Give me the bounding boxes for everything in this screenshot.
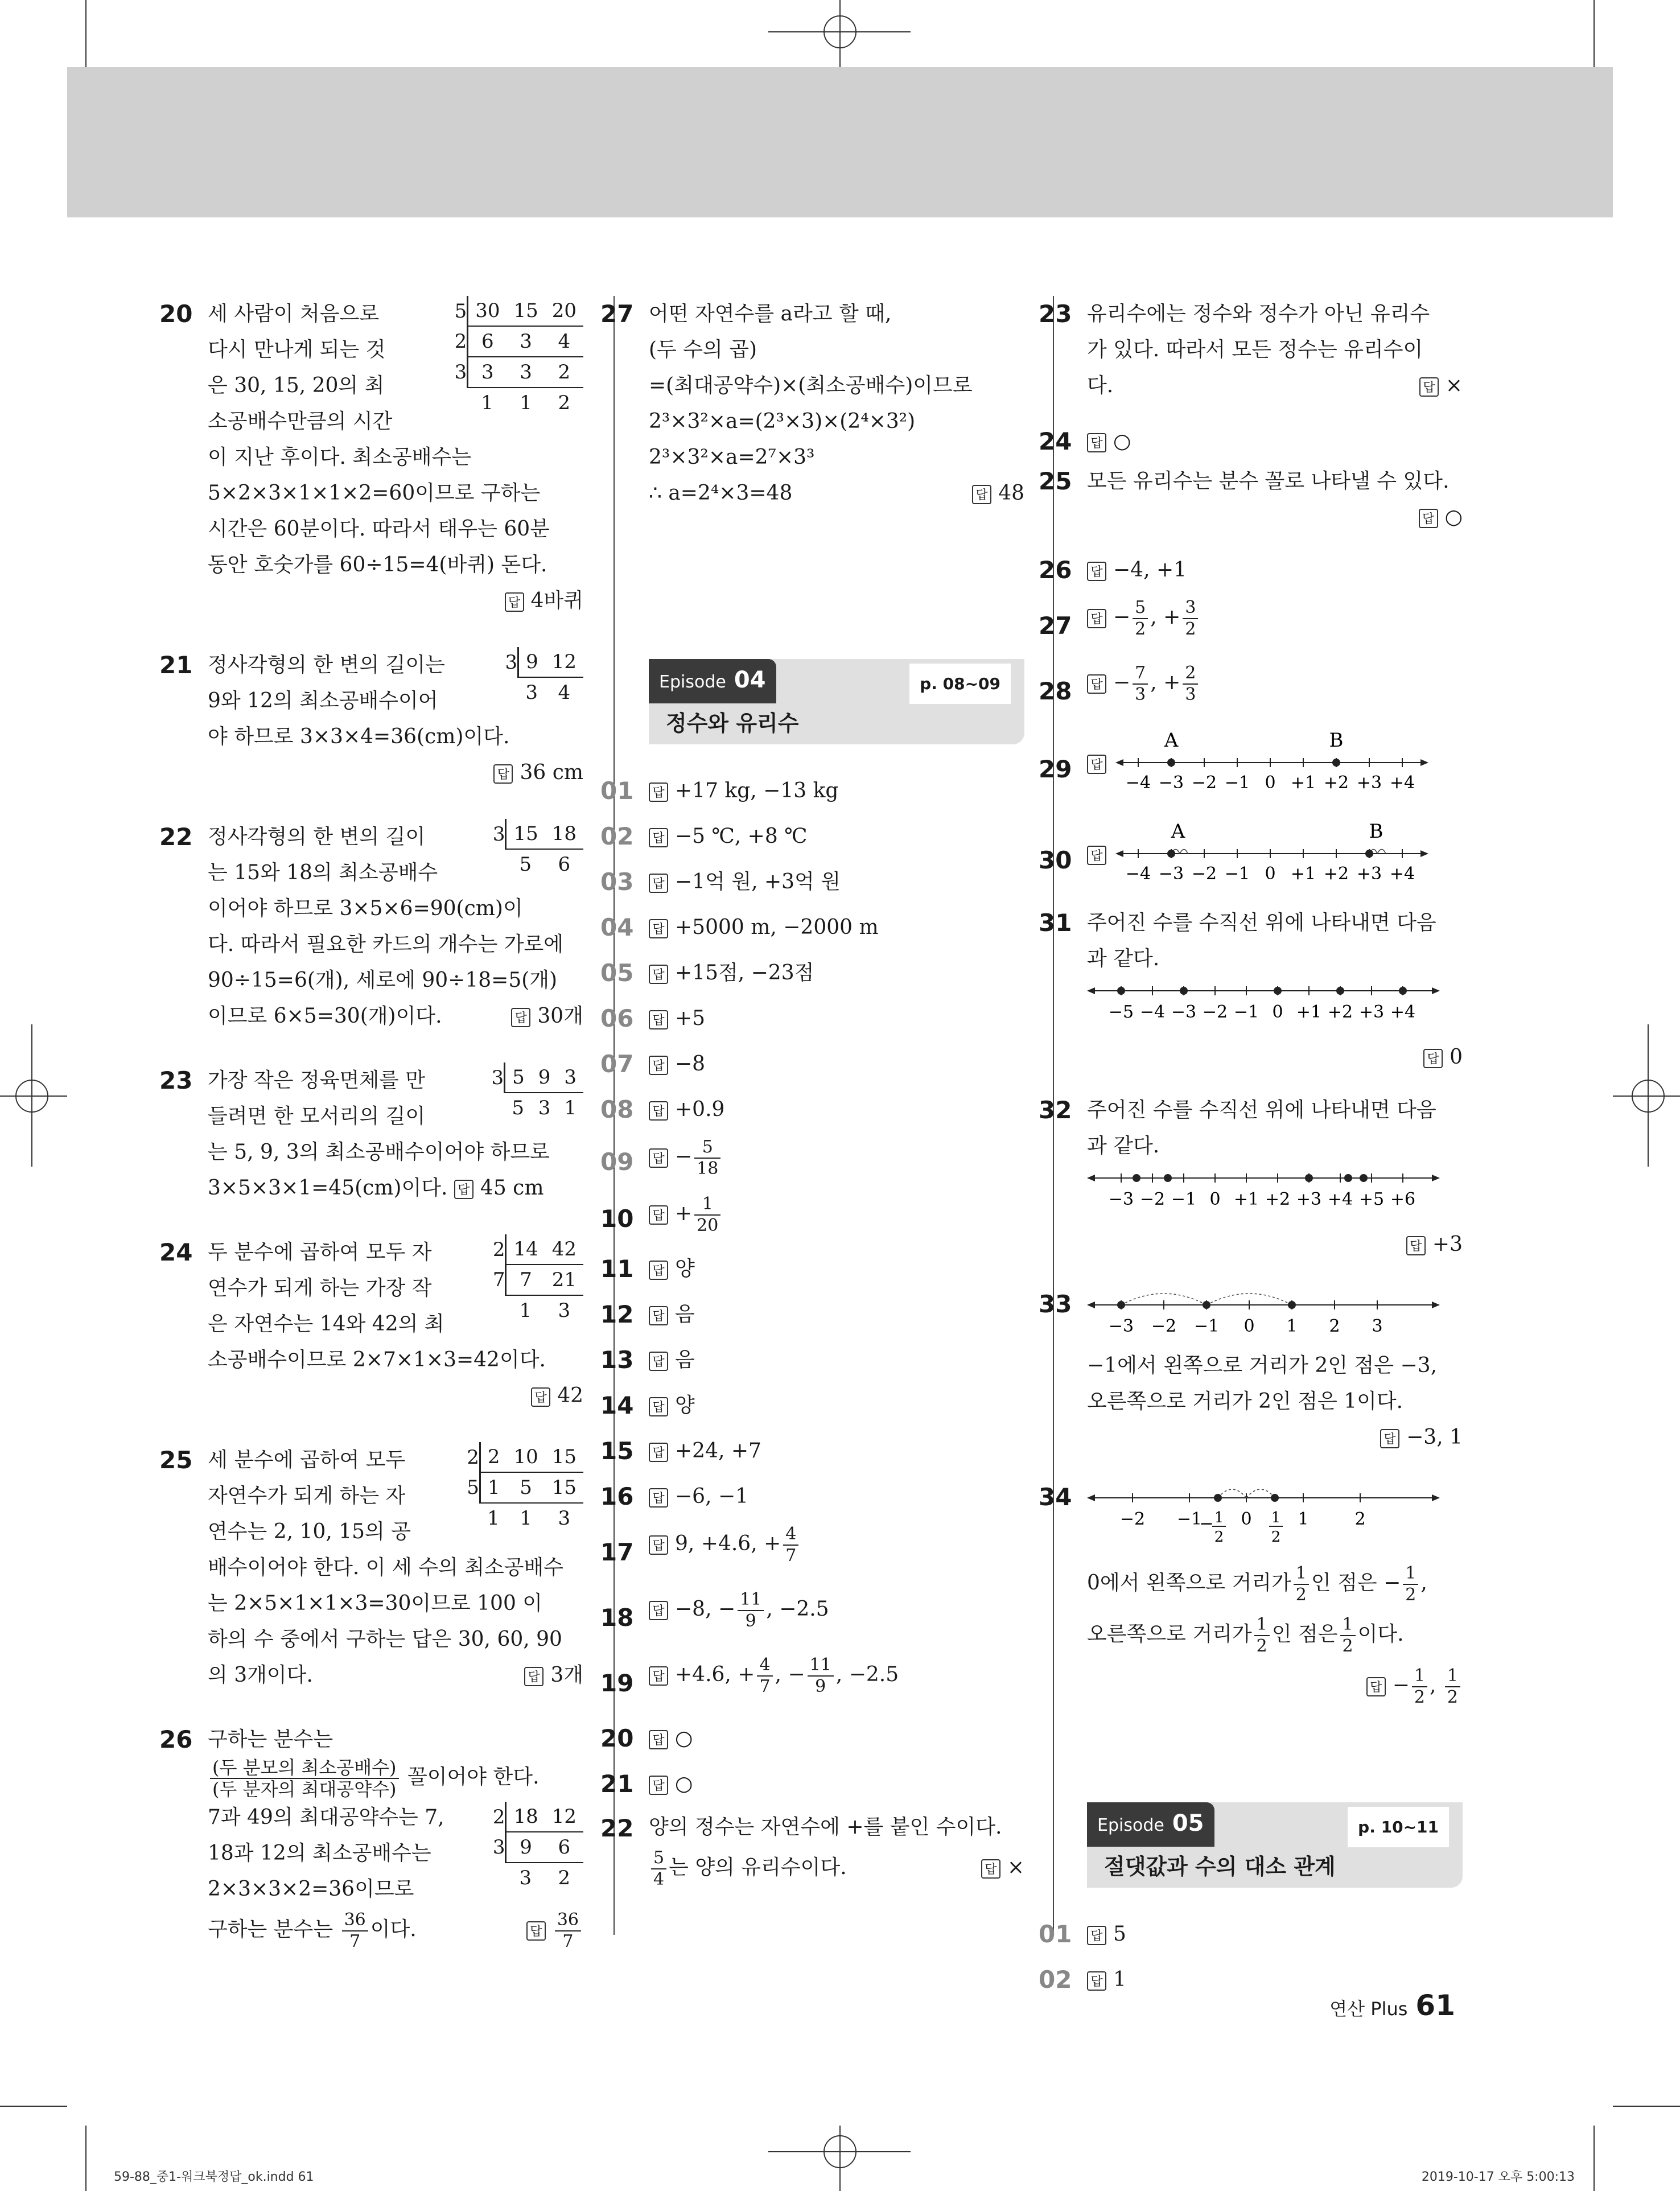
text-line: 오른쪽으로 거리가 $\frac{1}{2}$ 인 점은 $\frac{1}{2}$ 이다. — [1087, 1615, 1404, 1656]
svg-text:−4: −4 — [1139, 1002, 1166, 1022]
text-line: 2³×3²×a=2⁷×3³ — [649, 446, 815, 469]
answer-mark-icon: 답 — [454, 1180, 473, 1199]
svg-text:A: A — [1164, 729, 1179, 752]
svg-text:−1: −1 — [1176, 1509, 1203, 1529]
problem-22 — [159, 819, 583, 1034]
svg-text:0: 0 — [1243, 1316, 1255, 1336]
problem-25c: 25 모든 유리수는 분수 꼴로 나타낼 수 있다. 답 ○ — [1087, 463, 1463, 535]
answer-mark-icon: 답 — [649, 1056, 668, 1075]
fraction: $\frac{\text{(두 분모의 최소공배수)}}{\text{(두 분자의 최대공약수)}}$ — [210, 1757, 399, 1799]
svg-text:−2: −2 — [1202, 1002, 1228, 1022]
problem-20 — [159, 296, 583, 619]
episode-tag: Episode 05 — [1087, 1802, 1214, 1847]
svg-text:+1: +1 — [1290, 864, 1316, 884]
svg-text:−: − — [1199, 1514, 1214, 1534]
answer-mark-icon: 답 — [649, 828, 668, 847]
item: 11 답 양 — [600, 1255, 695, 1283]
problem-31: 31 주어진 수를 수직선 위에 나타내면 다음 과 같다. −5 −4 −3 −2 −1 0 +1 +2 +3 +4 답 0 — [1087, 905, 1463, 1075]
text-line: 정사각형의 한 변의 길이는 — [208, 653, 445, 677]
answer: 답 42 — [208, 1378, 583, 1414]
problem-number: 24 — [159, 1238, 193, 1266]
text-line: 의 3개이다. 답 3개 — [208, 1663, 583, 1687]
svg-text:+1: +1 — [1233, 1189, 1259, 1209]
text-line: 주어진 수를 수직선 위에 나타내면 다음 — [1087, 911, 1436, 934]
point-b — [1365, 850, 1373, 858]
svg-text:1: 1 — [1271, 1509, 1281, 1526]
text-line: 과 같다. — [1087, 1134, 1160, 1158]
svg-text:+4: +4 — [1389, 864, 1415, 884]
svg-text:−5: −5 — [1108, 1002, 1134, 1022]
text-line: 양의 정수는 자연수에 +를 붙인 수이다. — [649, 1815, 1002, 1839]
text-line: 다시 만나게 되는 것 — [208, 338, 386, 361]
svg-text:2: 2 — [1354, 1509, 1366, 1529]
fraction: $\frac{2}{3}$ — [1183, 663, 1198, 705]
answer-mark-icon: 답 — [649, 782, 668, 802]
answer-mark-icon: 답 — [649, 1261, 668, 1280]
text-line: 야 하므로 3×3×4=36(cm)이다. — [208, 725, 510, 748]
ladder-division: 2 18 12 3 9 6 3 2 — [493, 1802, 583, 1893]
text-line: 세 분수에 곱하여 모두 — [208, 1448, 406, 1472]
answer-mark-icon: 답 — [1087, 1971, 1106, 1991]
answer: 답 4바퀴 — [208, 583, 583, 619]
answer-mark-icon: 답 — [511, 1008, 530, 1027]
text-line: 90÷15=6(개), 세로에 90÷18=5(개) — [208, 969, 558, 992]
svg-text:−2: −2 — [1151, 1316, 1177, 1336]
page-footer: 연산 Plus 61 — [1329, 1989, 1455, 2022]
text-line: 들려면 한 모서리의 길이 — [208, 1105, 426, 1128]
text-line: 유리수에는 정수와 정수가 아닌 유리수 — [1087, 302, 1430, 326]
text-line: 이므로 6×5=30(개)이다. 답 30개 — [208, 1004, 583, 1028]
ladder-division: 5 30 15 20 2 6 3 4 3 3 3 2 1 1 2 — [455, 296, 583, 418]
text-line: 모든 유리수는 분수 꼴로 나타낼 수 있다. — [1087, 470, 1450, 493]
svg-text:−1: −1 — [1224, 773, 1250, 793]
item: 18 답 −8, − $\frac{11}{9}$ , −2.5 — [600, 1589, 829, 1632]
fraction: $\frac{3}{2}$ — [1183, 598, 1198, 640]
text-line: 는 5, 9, 3의 최소공배수이어야 하므로 — [208, 1140, 550, 1164]
problem-34: 34 −2 −1 0 1 2 − 1 2 1 2 0에서 왼쪽으로 거리가 $\frac{1}{2}$ 인 점은 − $\frac{1}{2}$ , 오른쪽으로 거리가 $\frac{1}{2}$ 인 점은 $\frac{1}{2}$ 이다. 답 − $\frac{1}{2}$ , $\frac{1}{2}$ — [1087, 1472, 1463, 1711]
answer: 답 +3 — [1087, 1226, 1463, 1262]
answer-mark-icon: 답 — [649, 919, 668, 938]
text-line: (두 수의 곱) — [649, 338, 757, 361]
svg-text:+6: +6 — [1390, 1189, 1416, 1209]
answer-mark-icon: 답 — [1087, 609, 1106, 628]
answer-mark-icon: 답 — [649, 1666, 668, 1686]
svg-text:B: B — [1329, 729, 1344, 752]
answer-mark-icon: 답 — [526, 1921, 546, 1941]
answer-mark-icon: 답 — [1406, 1236, 1426, 1255]
print-slug-file: 59-88_중1-워크북정답_ok.indd 61 — [114, 2170, 314, 2184]
number-line — [1087, 1279, 1440, 1336]
answer-mark-icon: 답 — [1366, 1677, 1386, 1696]
fraction: $\frac{1}{2}$ — [1340, 1615, 1356, 1657]
problem-26 — [159, 1722, 583, 1953]
text-line: $\frac{5}{4}$ 는 양의 유리수이다. 답 × — [649, 1845, 1024, 1891]
text-line: 은 30, 15, 20의 최 — [208, 374, 385, 397]
svg-text:1: 1 — [1298, 1509, 1309, 1529]
text-line: 세 사람이 처음으로 — [208, 302, 380, 326]
item: 21 답 ○ — [600, 1770, 693, 1798]
text-line: =(최대공약수)×(최소공배수)이므로 — [649, 374, 973, 397]
svg-text:1: 1 — [1286, 1316, 1298, 1336]
text-line: 동안 호숫가를 60÷15=4(바퀴) 돈다. — [208, 553, 547, 576]
fraction: $\frac{11}{9}$ — [808, 1655, 834, 1697]
svg-text:−2: −2 — [1191, 864, 1217, 884]
item: 02 답 1 — [1039, 1966, 1126, 1994]
item: 07 답 −8 — [600, 1050, 706, 1078]
answer-mark-icon: 답 — [649, 1535, 668, 1555]
text-line: 과 같다. — [1087, 947, 1160, 970]
svg-text:+3: +3 — [1296, 1189, 1322, 1209]
problem-30: 30 답 A B −4 −3 −2 −1 0 +1 +2 +3 +4 — [1087, 814, 1463, 905]
page-number: 61 — [1415, 1989, 1455, 2022]
text-line: 두 분수에 곱하여 모두 자 — [208, 1241, 432, 1264]
svg-text:+5: +5 — [1358, 1189, 1385, 1209]
svg-text:3: 3 — [1372, 1316, 1383, 1336]
item: 09 답 − $\frac{5}{18}$ — [649, 1131, 1024, 1188]
item: 01 답 +17 kg, −13 kg — [600, 777, 839, 805]
number-line — [1087, 1472, 1440, 1546]
header-banner — [67, 67, 1613, 217]
text-line: 5×2×3×1×1×2=60이므로 구하는 — [208, 481, 541, 505]
answer: 3개 — [550, 1663, 583, 1687]
item: 24 답 ○ — [1039, 427, 1131, 455]
answer-mark-icon: 답 — [1380, 1429, 1399, 1448]
answer: 답 ○ — [1087, 499, 1463, 535]
number-line — [1115, 814, 1434, 899]
text-line: 소공배수만큼의 시간 — [208, 410, 393, 433]
answer: × — [1445, 374, 1463, 397]
item: 15 답 +24, +7 — [600, 1437, 761, 1465]
item: 20 답 ○ — [600, 1724, 693, 1752]
answer-mark-icon: 답 — [649, 1488, 668, 1508]
svg-text:2: 2 — [1329, 1316, 1340, 1336]
text-line: 다. 답 × — [1087, 374, 1463, 397]
answer: 45 cm — [480, 1176, 544, 1200]
column-left — [159, 296, 583, 1981]
text-line: 주어진 수를 수직선 위에 나타내면 다음 — [1087, 1098, 1436, 1122]
problem-29: 29 답 A B −4 −3 −2 −1 0 +1 +2 +3 +4 — [1087, 723, 1463, 814]
svg-text:+2: +2 — [1323, 773, 1349, 793]
answer-mark-icon: 답 — [1419, 509, 1438, 528]
episode-pages: p. 10~11 — [1348, 1807, 1449, 1847]
problem-number: 21 — [159, 651, 193, 679]
fraction: $\frac{1}{20}$ — [694, 1194, 720, 1236]
answer: 답 36 cm — [208, 755, 583, 790]
text-line: 하의 수 중에서 구하는 답은 30, 60, 90 — [208, 1628, 562, 1651]
item: 01 답 5 — [1039, 1920, 1126, 1948]
answer-mark-icon: 답 — [649, 1352, 668, 1371]
answer-mark-icon: 답 — [1419, 377, 1439, 397]
answer-mark-icon: 답 — [981, 1859, 1000, 1879]
fraction: $\frac{1}{2}$ — [1445, 1666, 1460, 1708]
svg-text:0: 0 — [1209, 1189, 1221, 1209]
svg-text:−1: −1 — [1193, 1316, 1220, 1336]
problem-number: 26 — [159, 1725, 193, 1753]
number-line — [1087, 1164, 1440, 1215]
problem-33: 33 −3 −2 −1 0 1 2 3 −1에서 왼쪽으로 거리가 2인 점은 −3, 오른쪽으로 거리가 2인 점은 1이다. 답 −3, 1 — [1087, 1279, 1463, 1455]
svg-text:0: 0 — [1265, 864, 1276, 884]
svg-text:−4: −4 — [1125, 773, 1151, 793]
problem-23 — [159, 1062, 583, 1206]
number-line — [1087, 977, 1440, 1028]
text-line: 오른쪽으로 거리가 2인 점은 1이다. — [1087, 1390, 1403, 1413]
episode-tag: Episode 04 — [649, 659, 776, 703]
svg-text:−2: −2 — [1119, 1509, 1146, 1529]
item: 05 답 +15점, −23점 — [600, 959, 814, 987]
fraction: $\frac{5}{4}$ — [651, 1848, 666, 1890]
fraction: $\frac{36}{7}$ — [342, 1910, 368, 1952]
point-a — [1167, 850, 1175, 858]
text-line: 어떤 자연수를 a라고 할 때, — [649, 302, 892, 326]
svg-text:−3: −3 — [1158, 864, 1184, 884]
fraction: $\frac{11}{9}$ — [738, 1589, 764, 1632]
answer: 30개 — [537, 1004, 583, 1028]
svg-text:+2: +2 — [1265, 1189, 1291, 1209]
column-right — [1039, 296, 1463, 2001]
fraction: $\frac{1}{2}$ — [1412, 1666, 1427, 1708]
answer-mark-icon: 답 — [649, 1397, 668, 1416]
text-line: 구하는 분수는 $\frac{36}{7}$ 이다. 답 $\frac{36}{7}$ — [208, 1907, 583, 1953]
ladder-division: 2 14 42 7 7 21 1 3 — [493, 1234, 583, 1325]
text-line: 3×5×3×1=45(cm)이다. 답 45 cm — [208, 1176, 544, 1200]
text-line: 구하는 분수는 — [208, 1728, 333, 1751]
item: 26 답 −4, +1 — [1039, 556, 1187, 584]
text-line: ∴ a=2⁴×3=48 답 48 — [649, 481, 1024, 505]
text-line: 18과 12의 최소공배수는 — [208, 1842, 431, 1865]
item: 27 답 − $\frac{5}{2}$ , + $\frac{3}{2}$ — [1087, 592, 1463, 657]
problem-27 — [600, 296, 1024, 511]
problem-number: 27 — [600, 300, 634, 328]
episode-05-header — [1087, 1802, 1463, 1888]
answer-mark-icon: 답 — [505, 592, 524, 612]
answer-mark-icon: 답 — [1087, 433, 1106, 452]
answer-mark-icon: 답 — [972, 485, 991, 504]
answer-mark-icon: 답 — [1087, 1926, 1106, 1945]
answer-mark-icon: 답 — [649, 1730, 668, 1749]
problem-24 — [159, 1234, 583, 1414]
problem-number: 23 — [159, 1066, 193, 1094]
answer-mark-icon: 답 — [649, 1601, 668, 1620]
item: 12 답 음 — [600, 1300, 695, 1328]
fraction: $\frac{1}{2}$ — [1254, 1615, 1270, 1657]
registration-mark-top — [822, 14, 858, 50]
answer: × — [1007, 1856, 1024, 1879]
item: 16 답 −6, −1 — [600, 1482, 749, 1510]
answer-mark-icon: 답 — [649, 1148, 668, 1168]
answer-mark-icon: 답 — [649, 1101, 668, 1121]
svg-text:−3: −3 — [1158, 773, 1184, 793]
item: 14 답 양 — [600, 1391, 695, 1419]
answer-mark-icon: 답 — [1087, 562, 1106, 581]
answer: 48 — [998, 481, 1024, 505]
episode-title: 절댓값과 수의 대소 관계 — [1104, 1854, 1336, 1879]
problem-25 — [159, 1442, 583, 1693]
print-slug-date: 2019-10-17 오후 5:00:13 — [1421, 2170, 1575, 2184]
text-line: 연수는 2, 10, 15의 공 — [208, 1520, 411, 1543]
problem-23c: 23 유리수에는 정수와 정수가 아닌 유리수 가 있다. 따라서 모든 정수는 유리수이 다. 답 × — [1087, 296, 1463, 403]
svg-text:2: 2 — [1271, 1529, 1281, 1546]
text-line: 정사각형의 한 변의 길이 — [208, 825, 426, 849]
svg-text:−1: −1 — [1233, 1002, 1259, 1022]
answer-mark-icon: 답 — [649, 874, 668, 893]
svg-text:+3: +3 — [1356, 773, 1382, 793]
registration-mark-left — [14, 1078, 50, 1114]
answer-mark-icon: 답 — [649, 1010, 668, 1029]
fraction: $\frac{4}{7}$ — [757, 1655, 772, 1697]
ladder-division: 3 5 9 3 5 3 1 — [491, 1062, 583, 1123]
svg-text:2: 2 — [1214, 1529, 1224, 1546]
answer-mark-icon: 답 — [1087, 755, 1106, 774]
point-b — [1332, 759, 1340, 767]
text-line: 2×3×3×2=36이므로 — [208, 1877, 414, 1901]
fraction: $\frac{1}{2}$ — [1403, 1563, 1418, 1605]
answer-mark-icon: 답 — [1087, 674, 1106, 694]
svg-text:+4: +4 — [1327, 1189, 1353, 1209]
item: 04 답 +5000 m, −2000 m — [600, 913, 879, 941]
answer-mark-icon: 답 — [649, 1776, 668, 1795]
text-line: 가장 작은 정육면체를 만 — [208, 1069, 426, 1092]
problem-number: 25 — [159, 1446, 193, 1474]
text-line: 는 2×5×1×1×3=30이므로 100 이 — [208, 1592, 543, 1615]
svg-text:0: 0 — [1265, 773, 1276, 793]
ladder-division: 3 15 18 5 6 — [493, 819, 583, 879]
registration-mark-right — [1630, 1078, 1666, 1114]
problem-21 — [159, 647, 583, 790]
svg-text:−3: −3 — [1108, 1189, 1134, 1209]
text-line: 다. 따라서 필요한 카드의 개수는 가로에 — [208, 933, 564, 956]
answer: 답 − $\frac{1}{2}$ , $\frac{1}{2}$ — [1087, 1660, 1463, 1711]
item: 13 답 음 — [600, 1346, 695, 1374]
svg-text:B: B — [1369, 820, 1383, 843]
svg-text:A: A — [1171, 820, 1185, 843]
text-line: 9와 12의 최소공배수이어 — [208, 689, 438, 713]
svg-text:+3: +3 — [1358, 1002, 1385, 1022]
text-line: 는 15와 18의 최소공배수 — [208, 861, 438, 884]
svg-text:+3: +3 — [1356, 864, 1382, 884]
svg-text:−3: −3 — [1171, 1002, 1197, 1022]
text-line: 이어야 하므로 3×5×6=90(cm)이 — [208, 897, 523, 920]
svg-text:+4: +4 — [1390, 1002, 1416, 1022]
svg-text:−2: −2 — [1139, 1189, 1166, 1209]
svg-text:+1: +1 — [1296, 1002, 1322, 1022]
fraction: $\frac{1}{2}$ — [1294, 1563, 1309, 1605]
text-line: 가 있다. 따라서 모든 정수는 유리수이 — [1087, 338, 1423, 361]
column-middle — [600, 296, 1024, 1919]
answer-mark-icon: 답 — [1087, 846, 1106, 865]
answer: 답 0 — [1087, 1039, 1463, 1075]
item: 17 답 9, +4.6, + $\frac{4}{7}$ — [649, 1518, 1024, 1584]
episode-04-header — [649, 659, 1024, 744]
text-line: 배수이어야 한다. 이 세 수의 최소공배수 — [208, 1556, 564, 1579]
fraction: $\frac{5}{18}$ — [694, 1137, 720, 1179]
answer: 답 −3, 1 — [1087, 1419, 1463, 1455]
item: 19 답 +4.6, + $\frac{4}{7}$ , − $\frac{11}{9}$ , −2.5 — [600, 1655, 899, 1697]
svg-text:−1: −1 — [1171, 1189, 1197, 1209]
svg-text:−2: −2 — [1191, 773, 1217, 793]
answer-mark-icon: 답 — [649, 1443, 668, 1462]
text-line: 0에서 왼쪽으로 거리가 $\frac{1}{2}$ 인 점은 − $\frac{1}{2}$ , — [1087, 1563, 1427, 1605]
text-line: 2³×3²×a=(2³×3)×(2⁴×3²) — [649, 410, 916, 433]
fraction: $\frac{4}{7}$ — [783, 1524, 798, 1566]
answer-mark-icon: 답 — [524, 1667, 543, 1686]
text-line: 연수가 되게 하는 가장 작 — [208, 1276, 432, 1300]
text-line: 자연수가 되게 하는 자 — [208, 1484, 406, 1508]
answer-mark-icon: 답 — [531, 1387, 550, 1407]
svg-text:0: 0 — [1241, 1509, 1252, 1529]
item: 03 답 −1억 원, +3억 원 — [600, 868, 841, 896]
ladder-division: 2 2 10 15 5 1 5 15 1 1 3 — [467, 1442, 583, 1533]
answer-mark-icon: 답 — [493, 764, 513, 784]
text-line: 은 자연수는 14와 42의 최 — [208, 1312, 444, 1336]
item: 08 답 +0.9 — [600, 1096, 725, 1123]
number-line — [1115, 723, 1434, 808]
problem-22b: 22 양의 정수는 자연수에 +를 붙인 수이다. $\frac{5}{4}$ 는 양의 유리수이다. 답 × — [649, 1809, 1024, 1891]
fraction: $\frac{5}{2}$ — [1133, 598, 1148, 640]
text-line: 시간은 60분이다. 따라서 태우는 60분 — [208, 517, 550, 541]
text-line: 7과 49의 최대공약수는 7, — [208, 1806, 444, 1829]
ladder-division: 3 9 12 3 4 — [505, 647, 583, 707]
text-line: 소공배수이므로 2×7×1×3=42이다. — [208, 1348, 546, 1372]
problem-32: 32 주어진 수를 수직선 위에 나타내면 다음 과 같다. −3 −2 −1 0 +1 +2 +3 +4 +5 +6 답 +3 — [1087, 1092, 1463, 1262]
svg-text:+4: +4 — [1389, 773, 1415, 793]
svg-text:+2: +2 — [1323, 864, 1349, 884]
answer-mark-icon: 답 — [1423, 1049, 1443, 1068]
svg-text:−3: −3 — [1108, 1316, 1134, 1336]
registration-mark-bottom — [822, 2134, 858, 2169]
item: 10 답 + $\frac{1}{20}$ — [649, 1188, 1024, 1245]
item: 28 답 − $\frac{7}{3}$ , + $\frac{2}{3}$ — [1087, 657, 1463, 723]
answer-mark-icon: 답 — [649, 1205, 668, 1225]
text-line: −1에서 왼쪽으로 거리가 2인 점은 −3, — [1087, 1354, 1438, 1377]
svg-text:−4: −4 — [1125, 864, 1151, 884]
answer-fraction: $\frac{36}{7}$ — [555, 1910, 581, 1952]
fraction: $\frac{7}{3}$ — [1133, 663, 1148, 705]
item: 02 답 −5 ℃, +8 ℃ — [600, 822, 808, 850]
episode-pages: p. 08~09 — [909, 664, 1011, 704]
svg-text:+2: +2 — [1327, 1002, 1353, 1022]
problem-number: 20 — [159, 300, 193, 328]
svg-text:1: 1 — [1214, 1509, 1224, 1526]
svg-text:−1: −1 — [1224, 864, 1250, 884]
episode-title: 정수와 유리수 — [666, 711, 799, 736]
svg-text:0: 0 — [1272, 1002, 1283, 1022]
svg-text:+1: +1 — [1290, 773, 1316, 793]
answer-mark-icon: 답 — [649, 1306, 668, 1325]
problem-number: 22 — [159, 823, 193, 851]
answer-mark-icon: 답 — [649, 965, 668, 984]
fraction-line: $\frac{\text{(두 분모의 최소공배수)}}{\text{(두 분자의 최대공약수)}}$ 꼴이어야 한다. — [208, 1757, 583, 1799]
text-line: 이 지난 후이다. 최소공배수는 — [208, 446, 472, 469]
point-a — [1167, 759, 1175, 767]
item: 06 답 +5 — [600, 1004, 706, 1032]
